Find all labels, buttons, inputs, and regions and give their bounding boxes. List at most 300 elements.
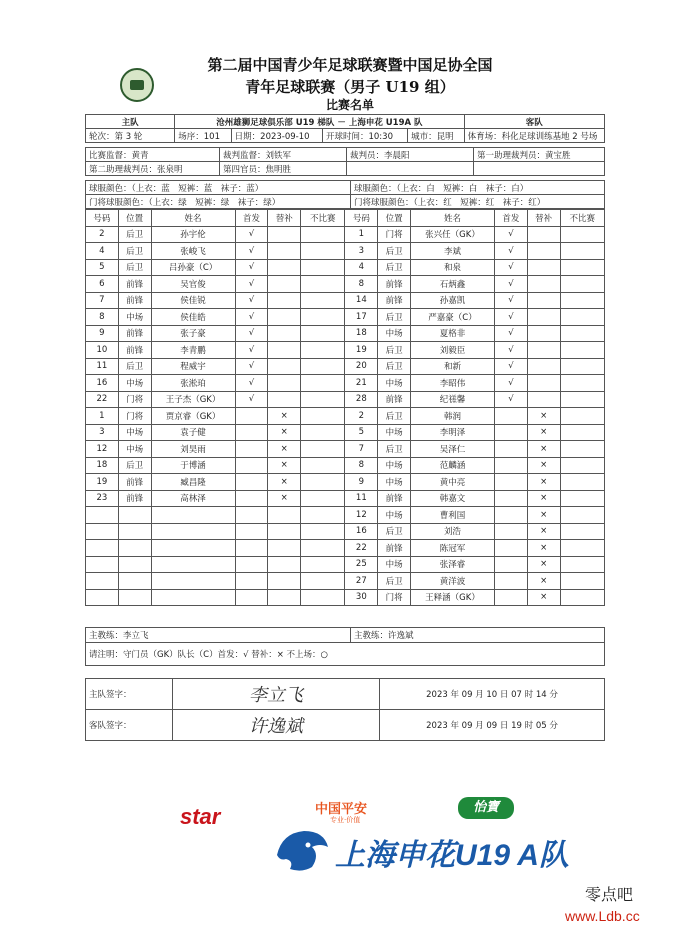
away-header-noplay: 不比赛: [560, 210, 604, 227]
table-row: [86, 342, 605, 359]
home-noplay: [301, 375, 345, 392]
home-name: 袁子健: [151, 424, 235, 441]
home-start: [235, 424, 268, 441]
away-noplay: [560, 358, 604, 375]
home-pos: 前锋: [118, 325, 151, 342]
home-name: 侯佳锐: [151, 292, 235, 309]
home-name: 贾京睿（GK）: [151, 408, 235, 425]
home-no: 19: [86, 474, 119, 491]
home-no: 23: [86, 490, 119, 507]
away-no: 8: [345, 457, 378, 474]
city: 城市：昆明: [408, 129, 464, 143]
away-noplay: [560, 309, 604, 326]
away-start: [495, 507, 528, 524]
away-start: [495, 424, 528, 441]
away-sub: [527, 292, 560, 309]
away-pos: 中场: [378, 556, 411, 573]
ar1: 第一助理裁判员：黄宝胜: [474, 148, 605, 162]
away-name: 刘浩: [410, 523, 494, 540]
home-noplay: [301, 358, 345, 375]
pingan-subtitle: 专业·价值: [330, 816, 361, 824]
home-name: 吴官俊: [151, 276, 235, 293]
away-no: 14: [345, 292, 378, 309]
away-pos: 前锋: [378, 391, 411, 408]
away-name: 黄中亮: [410, 474, 494, 491]
away-name: 夏格非: [410, 325, 494, 342]
away-pos: 中场: [378, 424, 411, 441]
home-noplay: [301, 243, 345, 260]
home-noplay: [301, 408, 345, 425]
away-start: √: [495, 292, 528, 309]
away-noplay: [560, 589, 604, 606]
home-noplay: [301, 540, 345, 557]
home-start: [235, 441, 268, 458]
home-sub: [268, 507, 301, 524]
away-name: 韩嘉文: [410, 490, 494, 507]
away-no: 17: [345, 309, 378, 326]
home-noplay: [301, 573, 345, 590]
home-sub: [268, 325, 301, 342]
home-name: 吕孙豪（C）: [151, 259, 235, 276]
home-gk-colors: 门将球服颜色：（上衣：绿 短裤：绿 袜子：绿）: [86, 195, 351, 209]
home-name: 张子豪: [151, 325, 235, 342]
away-name: 和泉: [410, 259, 494, 276]
home-noplay: [301, 589, 345, 606]
home-pos: 后卫: [118, 226, 151, 243]
date: 日期：2023-09-10: [231, 129, 322, 143]
table-row: [86, 457, 605, 474]
home-no: 18: [86, 457, 119, 474]
table-row: [86, 589, 605, 606]
home-no: 10: [86, 342, 119, 359]
yibao-logo: 怡寶: [458, 797, 514, 819]
table-row: [86, 226, 605, 243]
away-noplay: [560, 226, 604, 243]
round: 轮次：第 3 轮: [86, 129, 175, 143]
away-name: 张兴任（GK）: [410, 226, 494, 243]
away-name: 吴泽仁: [410, 441, 494, 458]
away-start: [495, 523, 528, 540]
away-noplay: [560, 408, 604, 425]
away-signature: 许逸斌: [173, 710, 380, 741]
home-no: 11: [86, 358, 119, 375]
away-pos: 后卫: [378, 523, 411, 540]
doc-title-line2: 青年足球联赛（男子 U19 组）: [245, 78, 455, 96]
home-pos: 前锋: [118, 342, 151, 359]
home-no: 5: [86, 259, 119, 276]
away-pos: 前锋: [378, 540, 411, 557]
away-noplay: [560, 243, 604, 260]
away-start: √: [495, 375, 528, 392]
away-name: 韩润: [410, 408, 494, 425]
home-start: √: [235, 226, 268, 243]
table-row: [86, 375, 605, 392]
home-sub: [268, 358, 301, 375]
home-no: 7: [86, 292, 119, 309]
home-pos: 后卫: [118, 243, 151, 260]
away-no: 11: [345, 490, 378, 507]
watermark-cn: 零点吧: [585, 885, 634, 904]
home-noplay: [301, 424, 345, 441]
away-name: 李明泽: [410, 424, 494, 441]
table-row: [86, 573, 605, 590]
supervisor: 比赛监督：黄青: [86, 148, 220, 162]
away-noplay: [560, 523, 604, 540]
league-emblem: [120, 68, 154, 102]
home-no: [86, 556, 119, 573]
home-header-noplay: 不比赛: [301, 210, 345, 227]
away-start: √: [495, 358, 528, 375]
away-pos: 前锋: [378, 292, 411, 309]
away-no: 20: [345, 358, 378, 375]
away-noplay: [560, 325, 604, 342]
away-start: √: [495, 259, 528, 276]
away-sub: [527, 243, 560, 260]
away-start: [495, 589, 528, 606]
away-pos: 后卫: [378, 573, 411, 590]
away-pos: 中场: [378, 375, 411, 392]
away-start: √: [495, 342, 528, 359]
home-sub: [268, 540, 301, 557]
away-name: 张泽睿: [410, 556, 494, 573]
table-row: [86, 408, 605, 425]
home-name: 张淞珀: [151, 375, 235, 392]
away-name: 陈冠军: [410, 540, 494, 557]
team-banner: 上海申花U19 A队: [335, 839, 569, 872]
home-pos: 前锋: [118, 490, 151, 507]
away-no: 30: [345, 589, 378, 606]
away-sub: ×: [527, 474, 560, 491]
home-noplay: [301, 276, 345, 293]
away-name: 李斌: [410, 243, 494, 260]
legend-note: 请注明：守门员（GK）队长（C）首发：√ 替补：× 不上场：○: [86, 643, 605, 666]
home-label: 主队: [86, 115, 175, 129]
away-pos: 中场: [378, 325, 411, 342]
away-coach: 主教练：许逸斌: [351, 628, 605, 643]
home-sub: ×: [268, 424, 301, 441]
doc-title-line1: 第二届中国青少年足球联赛暨中国足协全国: [207, 56, 493, 74]
home-no: 12: [86, 441, 119, 458]
home-sub: [268, 292, 301, 309]
home-pos: 中场: [118, 375, 151, 392]
home-no: 6: [86, 276, 119, 293]
home-name: [151, 540, 235, 557]
away-pos: 后卫: [378, 342, 411, 359]
home-pos: 后卫: [118, 457, 151, 474]
away-noplay: [560, 490, 604, 507]
table-row: [86, 507, 605, 524]
home-pos: [118, 589, 151, 606]
away-header-start: 首发: [495, 210, 528, 227]
fourth-official: 第四官员：焦明胜: [220, 162, 347, 176]
away-pos: 后卫: [378, 358, 411, 375]
home-sub: ×: [268, 441, 301, 458]
home-noplay: [301, 474, 345, 491]
home-header-sub: 替补: [268, 210, 301, 227]
home-name: 高林泽: [151, 490, 235, 507]
home-noplay: [301, 490, 345, 507]
home-noplay: [301, 309, 345, 326]
away-pos: 门将: [378, 226, 411, 243]
table-row: [86, 490, 605, 507]
home-no: [86, 523, 119, 540]
away-start: √: [495, 276, 528, 293]
away-name: 孙嘉凯: [410, 292, 494, 309]
away-sub: [527, 226, 560, 243]
watermark-url: www.Ldb.cc: [565, 908, 640, 924]
away-sub: ×: [527, 490, 560, 507]
away-pos: 后卫: [378, 243, 411, 260]
away-name: 严嘉豪（C）: [410, 309, 494, 326]
home-no: 3: [86, 424, 119, 441]
away-no: 27: [345, 573, 378, 590]
home-pos: 中场: [118, 424, 151, 441]
home-pos: [118, 523, 151, 540]
away-noplay: [560, 276, 604, 293]
home-noplay: [301, 342, 345, 359]
away-name: 黄洋波: [410, 573, 494, 590]
away-start: [495, 474, 528, 491]
home-name: [151, 589, 235, 606]
away-noplay: [560, 391, 604, 408]
home-no: [86, 573, 119, 590]
home-noplay: [301, 556, 345, 573]
away-sign-time: 2023 年 09 月 09 日 19 时 05 分: [380, 710, 605, 741]
away-noplay: [560, 474, 604, 491]
away-sub: ×: [527, 540, 560, 557]
away-header-name: 姓名: [410, 210, 494, 227]
away-sub: ×: [527, 424, 560, 441]
home-noplay: [301, 507, 345, 524]
table-row: [86, 358, 605, 375]
away-sub: ×: [527, 573, 560, 590]
away-pos: 中场: [378, 507, 411, 524]
home-header-no: 号码: [86, 210, 119, 227]
home-pos: 中场: [118, 441, 151, 458]
away-no: 5: [345, 424, 378, 441]
away-pos: 前锋: [378, 276, 411, 293]
home-sign-time: 2023 年 09 月 10 日 07 时 14 分: [380, 679, 605, 710]
doc-title-line3: 比赛名单: [325, 98, 374, 112]
away-start: √: [495, 226, 528, 243]
home-noplay: [301, 457, 345, 474]
home-start: √: [235, 292, 268, 309]
lion-emblem-icon: [272, 825, 332, 875]
away-header-no: 号码: [345, 210, 378, 227]
away-sub: ×: [527, 408, 560, 425]
home-no: 2: [86, 226, 119, 243]
away-noplay: [560, 342, 604, 359]
home-pos: 前锋: [118, 276, 151, 293]
away-no: 3: [345, 243, 378, 260]
away-label: 客队: [464, 115, 604, 129]
away-no: 12: [345, 507, 378, 524]
away-noplay: [560, 441, 604, 458]
away-no: 16: [345, 523, 378, 540]
home-start: √: [235, 325, 268, 342]
away-noplay: [560, 424, 604, 441]
away-pos: 后卫: [378, 259, 411, 276]
home-no: 8: [86, 309, 119, 326]
away-no: 2: [345, 408, 378, 425]
home-sub: [268, 375, 301, 392]
away-start: [495, 457, 528, 474]
home-sub: ×: [268, 457, 301, 474]
table-row: [86, 391, 605, 408]
away-sub: [527, 276, 560, 293]
ar2: 第二助理裁判员：张泉明: [86, 162, 220, 176]
away-noplay: [560, 540, 604, 557]
home-start: [235, 556, 268, 573]
home-pos: 门将: [118, 408, 151, 425]
table-row: [86, 243, 605, 260]
home-start: [235, 507, 268, 524]
home-sub: [268, 259, 301, 276]
home-pos: [118, 540, 151, 557]
away-sub: [527, 325, 560, 342]
home-start: [235, 523, 268, 540]
away-no: 22: [345, 540, 378, 557]
home-sub: ×: [268, 408, 301, 425]
home-no: [86, 589, 119, 606]
home-pos: 后卫: [118, 358, 151, 375]
home-start: √: [235, 358, 268, 375]
away-name: 纪禚馨: [410, 391, 494, 408]
away-sub: [527, 342, 560, 359]
home-start: √: [235, 375, 268, 392]
away-start: √: [495, 309, 528, 326]
home-sign-label: 主队签字：: [86, 679, 173, 710]
home-start: [235, 589, 268, 606]
home-pos: 后卫: [118, 259, 151, 276]
away-name: 刘毅臣: [410, 342, 494, 359]
home-pos: 前锋: [118, 474, 151, 491]
away-name: 李昭伟: [410, 375, 494, 392]
home-sub: [268, 243, 301, 260]
home-sub: [268, 589, 301, 606]
referee: 裁判员：李晨阳: [347, 148, 474, 162]
home-start: √: [235, 391, 268, 408]
home-noplay: [301, 292, 345, 309]
away-sign-label: 客队签字：: [86, 710, 173, 741]
away-pos: 门将: [378, 589, 411, 606]
home-name: [151, 573, 235, 590]
table-row: [86, 276, 605, 293]
away-noplay: [560, 292, 604, 309]
venue: 体育场：科化足球训练基地 2 号场: [464, 129, 604, 143]
home-coach: 主教练：李立飞: [86, 628, 351, 643]
home-name: 李青鹏: [151, 342, 235, 359]
home-sub: [268, 276, 301, 293]
away-no: 1: [345, 226, 378, 243]
away-kit-colors: 球服颜色：（上衣：白 短裤：白 袜子：白）: [351, 181, 605, 195]
away-no: 18: [345, 325, 378, 342]
home-start: [235, 457, 268, 474]
home-pos: 前锋: [118, 292, 151, 309]
away-no: 19: [345, 342, 378, 359]
home-no: 22: [86, 391, 119, 408]
home-sub: [268, 391, 301, 408]
away-pos: 后卫: [378, 408, 411, 425]
home-pos: [118, 556, 151, 573]
away-noplay: [560, 507, 604, 524]
away-pos: 后卫: [378, 441, 411, 458]
away-start: [495, 573, 528, 590]
away-sub: ×: [527, 457, 560, 474]
away-start: [495, 408, 528, 425]
home-noplay: [301, 441, 345, 458]
away-sub: [527, 375, 560, 392]
home-signature: 李立飞: [173, 679, 380, 710]
home-pos: [118, 507, 151, 524]
home-start: [235, 474, 268, 491]
home-no: 4: [86, 243, 119, 260]
away-sub: [527, 309, 560, 326]
home-sub: [268, 309, 301, 326]
home-header-start: 首发: [235, 210, 268, 227]
home-start: √: [235, 259, 268, 276]
home-start: [235, 490, 268, 507]
home-name: 孙宇伦: [151, 226, 235, 243]
home-start: [235, 573, 268, 590]
home-sub: ×: [268, 474, 301, 491]
away-start: √: [495, 243, 528, 260]
home-start: √: [235, 309, 268, 326]
table-row: [86, 424, 605, 441]
home-start: √: [235, 276, 268, 293]
away-noplay: [560, 457, 604, 474]
home-name: 刘昊雨: [151, 441, 235, 458]
table-row: [86, 523, 605, 540]
table-row: [86, 259, 605, 276]
home-start: [235, 540, 268, 557]
home-name: 臧昌隆: [151, 474, 235, 491]
table-row: [86, 474, 605, 491]
home-sub: [268, 556, 301, 573]
away-sub: ×: [527, 441, 560, 458]
away-start: √: [495, 391, 528, 408]
away-header-pos: 位置: [378, 210, 411, 227]
home-noplay: [301, 259, 345, 276]
home-noplay: [301, 523, 345, 540]
home-pos: [118, 573, 151, 590]
pingan-logo: 中国平安: [315, 802, 368, 817]
home-noplay: [301, 226, 345, 243]
kickoff: 开球时间：10:30: [322, 129, 407, 143]
match-info: [85, 114, 605, 209]
away-sub: ×: [527, 523, 560, 540]
away-no: 4: [345, 259, 378, 276]
away-start: [495, 490, 528, 507]
home-name: [151, 507, 235, 524]
away-no: 28: [345, 391, 378, 408]
table-row: [86, 540, 605, 557]
away-no: 8: [345, 276, 378, 293]
away-name: 和新: [410, 358, 494, 375]
home-start: √: [235, 342, 268, 359]
away-sub: ×: [527, 556, 560, 573]
away-sub: [527, 259, 560, 276]
home-name: 程威宇: [151, 358, 235, 375]
away-pos: 中场: [378, 457, 411, 474]
away-pos: 后卫: [378, 309, 411, 326]
teams: 沧州雄狮足球俱乐部 U19 梯队 － 上海申花 U19A 队: [175, 115, 464, 129]
footer-section: [85, 627, 605, 741]
table-row: [86, 325, 605, 342]
away-sub: ×: [527, 507, 560, 524]
away-start: √: [495, 325, 528, 342]
home-header-name: 姓名: [151, 210, 235, 227]
